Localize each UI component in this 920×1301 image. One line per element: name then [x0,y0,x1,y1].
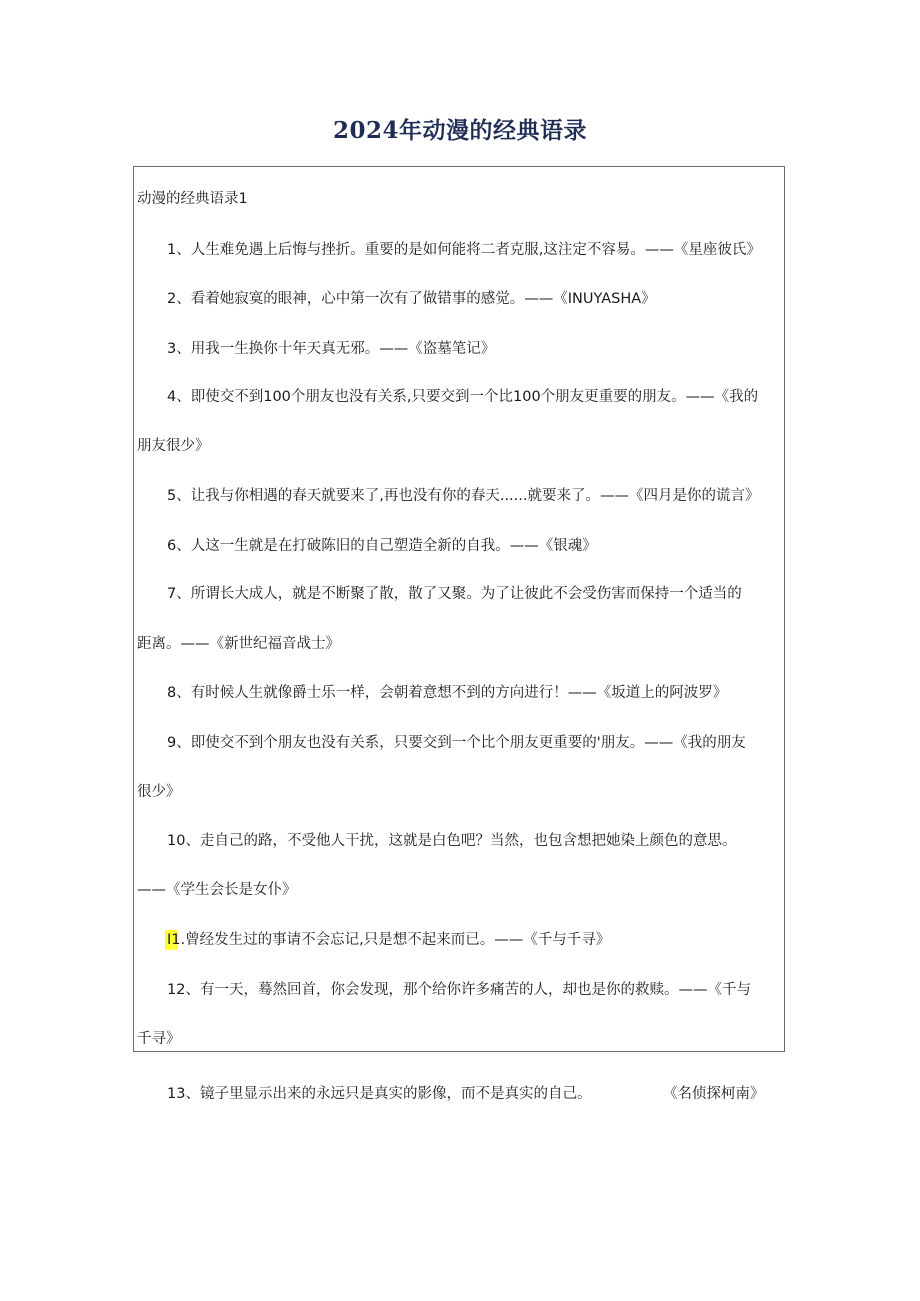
quote-line-9: 9、即使交不到个朋友也没有关系，只要交到一个比个朋友更重要的'朋友。——《我的朋友 [167,735,746,751]
quote-line-9-cont: 很少》 [137,784,181,800]
quote-line-10-cont: ——《学生会长是女仆》 [137,882,297,898]
quote-line-10: 10、走自己的路，不受他人干扰，这就是白色吧？当然，也包含想把她染上颜色的意思。 [167,833,737,849]
quote-line-3: 3、用我一生换你十年天真无邪。——《盗墓笔记》 [167,341,496,357]
quote-line-13: 13、镜子里显示出来的永远只是真实的影像，而不是真实的自己。 [167,1086,592,1102]
quote-line-12: 12、有一天，蓦然回首，你会发现，那个给你许多痛苦的人，却也是你的救赎。——《千与 [167,982,751,998]
quote-line-2: 2、看着她寂寞的眼神，心中第一次有了做错事的感觉。——《INUYASHA》 [167,291,656,307]
quote-line-7: 7、所谓长大成人，就是不断聚了散，散了又聚。为了让彼此不会受伤害而保持一个适当的 [167,586,742,602]
quote-source-13: 《名侦探柯南》 [663,1086,765,1102]
highlighted-number [167,930,185,950]
document-title: 2024年动漫的经典语录 [332,117,587,144]
quote-number-11: I1. [167,932,186,948]
quote-text-11: 曾经发生过的事请不会忘记,只是想不起来而已。——《千与千寻》 [185,932,611,948]
quote-line-7-cont: 距离。——《新世纪福音战士》 [137,636,340,652]
quote-line-8: 8、有时候人生就像爵士乐一样，会朝着意想不到的方向进行！——《坂道上的阿波罗》 [167,685,728,701]
quote-line-5: 5、让我与你相遇的春天就要来了,再也没有你的春天......就要来了。——《四月是你的谎言》 [167,488,760,504]
quote-line-6: 6、人这一生就是在打破陈旧的自己塑造全新的自我。——《银魂》 [167,538,597,554]
quote-line-1: 1、人生难免遇上后悔与挫折。重要的是如何能将二者克服,这注定不容易。——《星座彼氏》 [167,242,761,258]
quote-line-11 [137,930,785,950]
quote-line-4-cont: 朋友很少》 [137,438,210,454]
quote-line-4: 4、即使交不到100个朋友也没有关系,只要交到一个比100个朋友更重要的朋友。——《我的 [167,389,759,405]
section-heading: 动漫的经典语录1 [137,191,248,207]
quote-line-12-cont: 千寻》 [137,1031,181,1047]
